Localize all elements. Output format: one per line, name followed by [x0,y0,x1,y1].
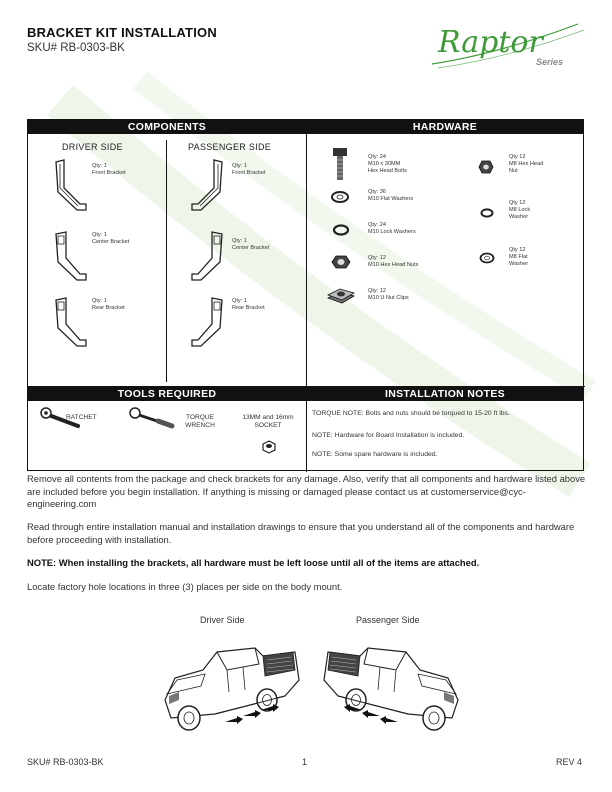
paragraph-check-contents: Remove all contents from the package and check brackets for any damage. Also, verify that all components and hardware listed above are included before you begin installation. If anything is missing or damaged please contact us at customerservice@cyc-engineering.com [27,473,586,509]
page-title: BRACKET KIT INSTALLATION [27,25,217,40]
components-heading: COMPONENTS [28,120,306,134]
components-hardware-table [27,119,584,471]
passenger-rear-bracket-icon [188,294,228,354]
passenger-front-bracket-icon [188,158,228,218]
passenger-side-label: PASSENGER SIDE [188,142,272,152]
hardware-m8-nut-text: Qty 12 M8 Hex Head Nut [509,154,544,174]
driver-side-diagram-label: Driver Side [200,615,245,625]
passenger-front-bracket-text: Qty: 1 Front Bracket [232,163,266,176]
revision-label: REV 4 [556,757,583,767]
spare-hardware-note: NOTE: Some spare hardware is included. [312,451,438,458]
hardware-lock-washers-text: Qty: 24 M10 Lock Washers [368,222,416,235]
m8-hex-nut-icon [478,160,494,174]
hardware-hex-nuts-text: Qty: 12 M10 Hex Head Nuts [368,255,419,268]
tools-heading: TOOLS REQUIRED [28,387,306,401]
driver-front-bracket-icon [50,158,90,218]
driver-front-bracket-text: Qty: 1 Front Bracket [92,163,126,176]
m8-flat-washer-icon [479,252,495,264]
socket-icon [260,438,278,456]
hardware-m8-flat-washer-text: Qty 12 M8 Flat Washer [509,247,529,267]
svg-text:Series: Series [536,57,564,67]
m10-hex-nut-icon [331,254,351,270]
hardware-flat-washers-text: Qty: 36 M10 Flat Washers [368,189,414,202]
paragraph-read-manual: Read through entire installation manual and installation drawings to ensure that you understand all of the components and hardware before proceeding with installation. [27,521,575,545]
ratchet-label: RATCHET [66,414,97,421]
m8-lock-washer-icon [480,208,494,218]
hardware-u-nut-clips-text: Qty: 12 M10 U Nut Clips [368,288,409,301]
m10-lock-washer-icon [332,224,350,236]
driver-rear-bracket-text: Qty: 1 Rear Bracket [92,298,125,311]
driver-rear-bracket-icon [50,294,90,354]
paragraph-locate-holes: Locate factory hole locations in three (3) places per side on the body mount. [27,581,343,592]
footer-sku: SKU# RB-0303-BK [27,757,104,767]
driver-side-truck-illustration [155,630,305,740]
passenger-side-diagram-label: Passenger Side [356,615,420,625]
torque-wrench-label: TORQUE WRENCH [185,414,215,429]
svg-text:Raptor: Raptor [438,25,543,60]
driver-side-label: DRIVER SIDE [62,142,123,152]
hardware-note: NOTE: Hardware for Board Installation is included. [312,432,465,439]
passenger-center-bracket-icon [188,228,228,288]
passenger-rear-bracket-text: Qty: 1 Rear Bracket [232,298,265,311]
torque-note: TORQUE NOTE: Bolts and nuts should be torqued to 15-20 ft lbs. [312,410,510,417]
u-nut-clip-icon [326,286,356,306]
driver-center-bracket-text: Qty: 1 Center Bracket [92,232,130,245]
hardware-heading: HARDWARE [307,120,583,134]
hex-bolt-icon [330,146,350,182]
passenger-side-truck-illustration [318,630,468,740]
torque-wrench-icon [128,406,176,432]
hardware-m8-lock-washer-text: Qty 12 M8 Lock Washer [509,200,531,220]
page-number: 1 [302,757,308,767]
hardware-bolts-text: Qty: 24 M10 x 30MM Hex Head Bolts [368,154,407,174]
paragraph-loose-hardware-note: NOTE: When installing the brackets, all hardware must be left loose until all of the items are attached. [27,557,480,568]
passenger-center-bracket-text: Qty: 1 Center Bracket [232,238,270,251]
driver-center-bracket-icon [50,228,90,288]
sku-number: SKU# RB-0303-BK [27,42,125,54]
notes-heading: INSTALLATION NOTES [307,387,583,401]
m10-flat-washer-icon [330,190,350,204]
socket-label: 13MM and 16mm SOCKET [242,414,294,429]
